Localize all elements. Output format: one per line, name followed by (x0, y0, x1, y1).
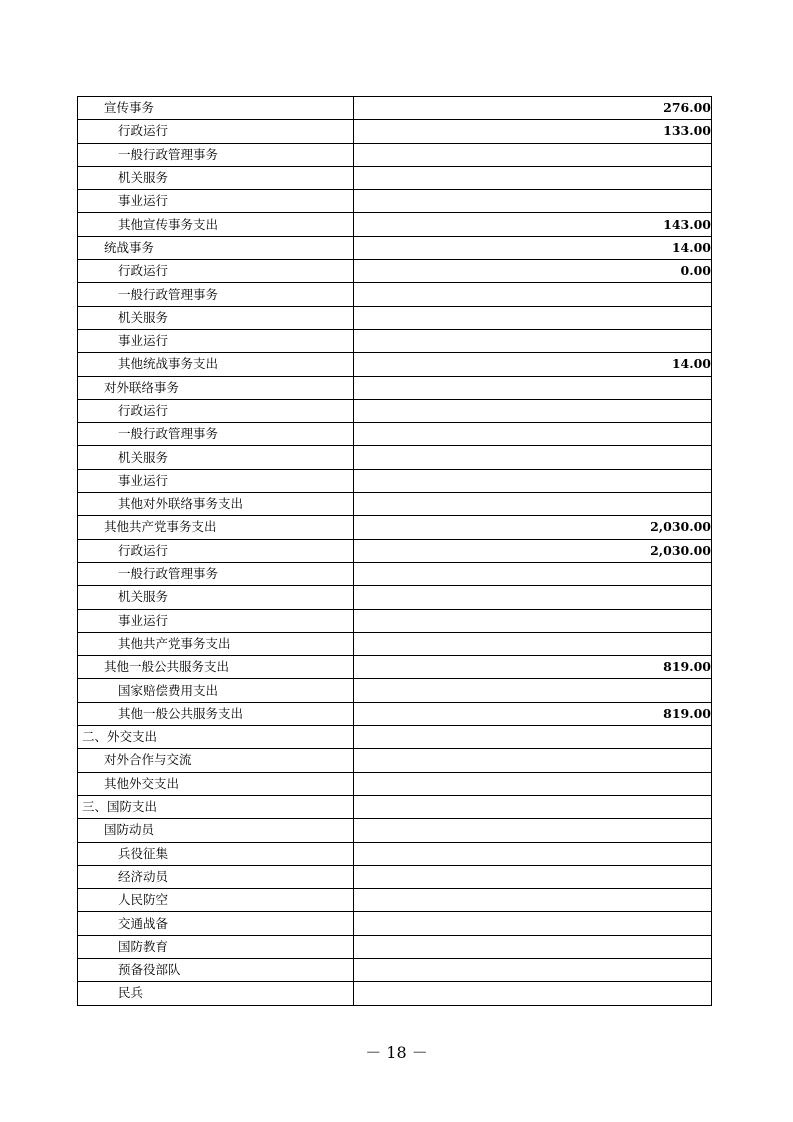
row-item-name: 其他宣传事务支出 (78, 213, 354, 236)
row-item-name: 一般行政管理事务 (78, 423, 354, 446)
row-item-name: 其他外交支出 (78, 772, 354, 795)
row-amount (354, 726, 712, 749)
table-row (78, 97, 712, 120)
row-amount: 2,030.00 (354, 539, 712, 562)
row-item-name: 人民防空 (78, 889, 354, 912)
row-amount (354, 772, 712, 795)
row-item-name: 其他一般公共服务支出 (78, 656, 354, 679)
row-amount (354, 399, 712, 422)
row-item-name: 一般行政管理事务 (78, 283, 354, 306)
row-amount: 14.00 (354, 353, 712, 376)
table-row (78, 679, 712, 702)
table-row (78, 702, 712, 725)
page-number: － 18 － (365, 1043, 428, 1062)
row-amount: 819.00 (354, 656, 712, 679)
row-item-name: 经济动员 (78, 865, 354, 888)
row-amount: 143.00 (354, 213, 712, 236)
row-item-name: 其他统战事务支出 (78, 353, 354, 376)
row-amount (354, 306, 712, 329)
row-item-name: 交通战备 (78, 912, 354, 935)
table-row (78, 865, 712, 888)
row-amount (354, 190, 712, 213)
table-row (78, 236, 712, 259)
table-row (78, 353, 712, 376)
table-row (78, 749, 712, 772)
table-row (78, 912, 712, 935)
row-item-name: 国家赔偿费用支出 (78, 679, 354, 702)
row-item-name: 其他对外联络事务支出 (78, 493, 354, 516)
budget-table-body (78, 97, 712, 1006)
table-row (78, 819, 712, 842)
row-amount: 819.00 (354, 702, 712, 725)
table-row (78, 306, 712, 329)
row-item-name: 其他共产党事务支出 (78, 516, 354, 539)
row-item-name: 机关服务 (78, 166, 354, 189)
table-row (78, 120, 712, 143)
row-amount (354, 912, 712, 935)
row-item-name: 统战事务 (78, 236, 354, 259)
row-item-name: 行政运行 (78, 260, 354, 283)
row-item-name: 对外合作与交流 (78, 749, 354, 772)
row-item-name: 其他共产党事务支出 (78, 632, 354, 655)
row-amount: 276.00 (354, 97, 712, 120)
row-amount (354, 166, 712, 189)
table-row (78, 493, 712, 516)
row-amount (354, 749, 712, 772)
row-amount (354, 283, 712, 306)
row-amount (354, 376, 712, 399)
row-amount (354, 562, 712, 585)
budget-table (77, 96, 712, 1006)
row-item-name: 行政运行 (78, 120, 354, 143)
table-row (78, 260, 712, 283)
row-item-name: 二、外交支出 (78, 726, 354, 749)
table-row (78, 935, 712, 958)
row-item-name: 机关服务 (78, 586, 354, 609)
row-item-name: 民兵 (78, 982, 354, 1005)
table-row (78, 632, 712, 655)
row-amount: 2,030.00 (354, 516, 712, 539)
table-row (78, 376, 712, 399)
table-row (78, 795, 712, 818)
row-item-name: 其他一般公共服务支出 (78, 702, 354, 725)
row-amount (354, 586, 712, 609)
row-amount (354, 982, 712, 1005)
row-item-name: 事业运行 (78, 190, 354, 213)
row-item-name: 机关服务 (78, 446, 354, 469)
row-amount (354, 865, 712, 888)
table-row (78, 772, 712, 795)
row-amount (354, 795, 712, 818)
row-amount (354, 958, 712, 981)
table-row (78, 539, 712, 562)
row-amount: 133.00 (354, 120, 712, 143)
row-amount (354, 842, 712, 865)
row-amount (354, 609, 712, 632)
row-item-name: 兵役征集 (78, 842, 354, 865)
row-item-name: 国防动员 (78, 819, 354, 842)
table-row (78, 399, 712, 422)
row-amount (354, 889, 712, 912)
table-row (78, 889, 712, 912)
row-amount (354, 493, 712, 516)
row-amount (354, 143, 712, 166)
row-item-name: 行政运行 (78, 399, 354, 422)
row-item-name: 国防教育 (78, 935, 354, 958)
row-item-name: 行政运行 (78, 539, 354, 562)
row-amount (354, 819, 712, 842)
row-amount (354, 329, 712, 352)
table-row (78, 562, 712, 585)
table-row (78, 656, 712, 679)
row-item-name: 宣传事务 (78, 97, 354, 120)
row-amount (354, 446, 712, 469)
table-row (78, 283, 712, 306)
row-amount: 14.00 (354, 236, 712, 259)
row-amount (354, 935, 712, 958)
row-amount (354, 632, 712, 655)
row-item-name: 事业运行 (78, 609, 354, 632)
row-item-name: 一般行政管理事务 (78, 562, 354, 585)
row-amount (354, 679, 712, 702)
table-row (78, 190, 712, 213)
table-row (78, 166, 712, 189)
table-row (78, 329, 712, 352)
table-row (78, 423, 712, 446)
table-row (78, 516, 712, 539)
row-item-name: 机关服务 (78, 306, 354, 329)
row-item-name: 预备役部队 (78, 958, 354, 981)
row-item-name: 事业运行 (78, 329, 354, 352)
row-item-name: 一般行政管理事务 (78, 143, 354, 166)
table-row (78, 982, 712, 1005)
row-item-name: 事业运行 (78, 469, 354, 492)
table-row (78, 609, 712, 632)
row-amount: 0.00 (354, 260, 712, 283)
table-row (78, 213, 712, 236)
table-row (78, 469, 712, 492)
table-row (78, 842, 712, 865)
table-row (78, 726, 712, 749)
row-amount (354, 423, 712, 446)
table-row (78, 446, 712, 469)
table-row (78, 143, 712, 166)
table-row (78, 958, 712, 981)
row-amount (354, 469, 712, 492)
row-item-name: 对外联络事务 (78, 376, 354, 399)
row-item-name: 三、国防支出 (78, 795, 354, 818)
table-row (78, 586, 712, 609)
